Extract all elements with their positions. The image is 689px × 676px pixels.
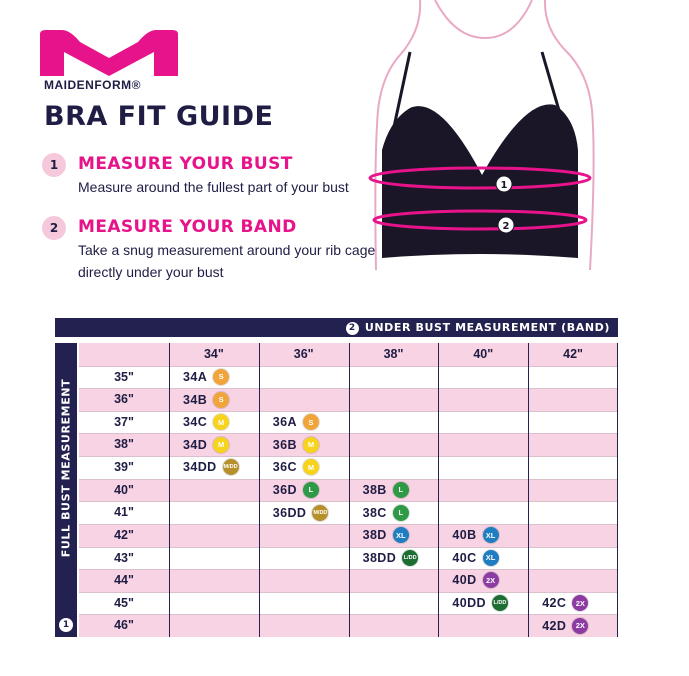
step-1-description: Measure around the fullest part of your bust	[78, 179, 349, 195]
size-cell	[183, 456, 239, 479]
size-badge-icon: M	[303, 459, 319, 475]
bra-size: 34C	[183, 415, 208, 430]
bust-header-number: 1	[59, 618, 73, 632]
bust-size-label: 42"	[114, 527, 134, 542]
bust-size-label: 38"	[114, 437, 134, 452]
size-badge-icon: L	[393, 505, 409, 521]
bra-size: 40D	[452, 573, 477, 588]
step-1-number: 1	[42, 153, 66, 177]
bra-size: 42D	[542, 618, 567, 633]
bra-size: 36B	[272, 437, 297, 452]
bust-size-label: 37"	[114, 414, 134, 429]
bust-size-label: 36"	[114, 392, 134, 407]
step-1-heading: MEASURE YOUR BUST	[78, 154, 293, 174]
bra-size: 38D	[362, 528, 387, 543]
size-chart-table	[79, 343, 618, 637]
column-divider	[259, 343, 260, 637]
bra-size: 42C	[542, 596, 567, 611]
column-divider	[617, 343, 618, 637]
bust-size-label: 35"	[114, 369, 134, 384]
bra-illustration-icon	[360, 0, 610, 285]
bust-header-bar	[55, 343, 77, 637]
size-cell	[542, 614, 588, 637]
size-cell	[183, 388, 229, 411]
size-cell	[183, 433, 229, 456]
size-cell	[183, 411, 229, 434]
column-divider	[349, 343, 350, 637]
size-cell	[363, 524, 409, 547]
band-header-number: 2	[346, 322, 359, 335]
bra-size: 40DD	[452, 596, 486, 611]
bra-size: 36DD	[272, 505, 307, 520]
size-cell	[363, 501, 409, 524]
size-badge-icon: L	[393, 482, 409, 498]
size-cell	[183, 366, 229, 389]
size-cell	[452, 592, 508, 615]
bra-size: 34D	[183, 437, 208, 452]
bra-size: 36A	[272, 415, 297, 430]
bra-size: 38B	[362, 482, 387, 497]
bust-size-label: 44"	[114, 573, 134, 588]
size-badge-icon: S	[303, 414, 319, 430]
size-badge-icon: L/DD	[402, 550, 418, 566]
bra-size: 38C	[362, 505, 387, 520]
band-header-bar	[55, 318, 618, 337]
size-cell	[542, 592, 588, 615]
size-badge-icon: M	[213, 437, 229, 453]
step-2-description-line2: directly under your bust	[78, 264, 224, 280]
maidenform-logo-icon	[40, 30, 178, 76]
band-header-label: UNDER BUST MEASUREMENT (BAND)	[364, 321, 610, 334]
bust-size-label: 46"	[114, 618, 134, 633]
size-badge-icon: M/DD	[312, 505, 328, 521]
size-badge-icon: S	[213, 369, 229, 385]
size-badge-icon: L	[303, 482, 319, 498]
size-cell	[273, 501, 329, 524]
band-size-header: 36"	[293, 347, 314, 361]
bust-header-label: FULL BUST MEASUREMENT	[59, 378, 73, 558]
bra-size: 40C	[452, 550, 477, 565]
size-cell	[452, 547, 498, 570]
band-size-header: 34"	[203, 347, 224, 361]
column-divider	[438, 343, 439, 637]
bust-size-label: 45"	[114, 595, 134, 610]
size-cell	[273, 433, 319, 456]
bust-size-label: 43"	[114, 550, 134, 565]
size-cell	[363, 547, 419, 570]
size-cell	[273, 479, 319, 502]
bra-size: 40B	[452, 528, 477, 543]
size-cell	[363, 479, 409, 502]
band-header	[346, 318, 610, 337]
size-badge-icon: M/DD	[223, 459, 239, 475]
size-badge-icon: M	[213, 414, 229, 430]
size-badge-icon: 2X	[572, 618, 588, 634]
size-cell	[452, 569, 498, 592]
bust-marker-label: 1	[500, 180, 508, 191]
band-size-header: 38"	[383, 347, 404, 361]
bust-size-label: 40"	[114, 482, 134, 497]
size-cell	[273, 456, 319, 479]
size-badge-icon: L/DD	[492, 595, 508, 611]
bra-size: 36C	[272, 460, 297, 475]
size-badge-icon: M	[303, 437, 319, 453]
size-badge-icon: S	[213, 392, 229, 408]
size-badge-icon: XL	[483, 550, 499, 566]
size-badge-icon: 2X	[483, 572, 499, 588]
band-marker-label: 2	[502, 221, 510, 232]
size-cell	[452, 524, 498, 547]
step-2-description-line1: Take a snug measurement around your rib cage	[78, 242, 376, 258]
size-cell	[273, 411, 319, 434]
size-badge-icon: 2X	[572, 595, 588, 611]
bra-size: 38DD	[362, 550, 397, 565]
page-title: BRA FIT GUIDE	[44, 101, 274, 132]
bra-size: 34DD	[183, 460, 217, 475]
step-2-number: 2	[42, 216, 66, 240]
column-divider	[169, 343, 170, 637]
bra-size: 34A	[183, 369, 208, 384]
column-divider	[528, 343, 529, 637]
bra-size: 36D	[272, 482, 297, 497]
size-badge-icon: XL	[393, 527, 409, 543]
bra-size: 34B	[183, 392, 208, 407]
band-size-header: 42"	[563, 347, 583, 361]
bust-size-label: 41"	[114, 505, 134, 520]
bust-size-label: 39"	[114, 460, 134, 475]
band-size-header: 40"	[473, 347, 494, 361]
size-badge-icon: XL	[483, 527, 499, 543]
brand-name: MAIDENFORM®	[44, 78, 141, 92]
step-2-heading: MEASURE YOUR BAND	[78, 217, 297, 237]
